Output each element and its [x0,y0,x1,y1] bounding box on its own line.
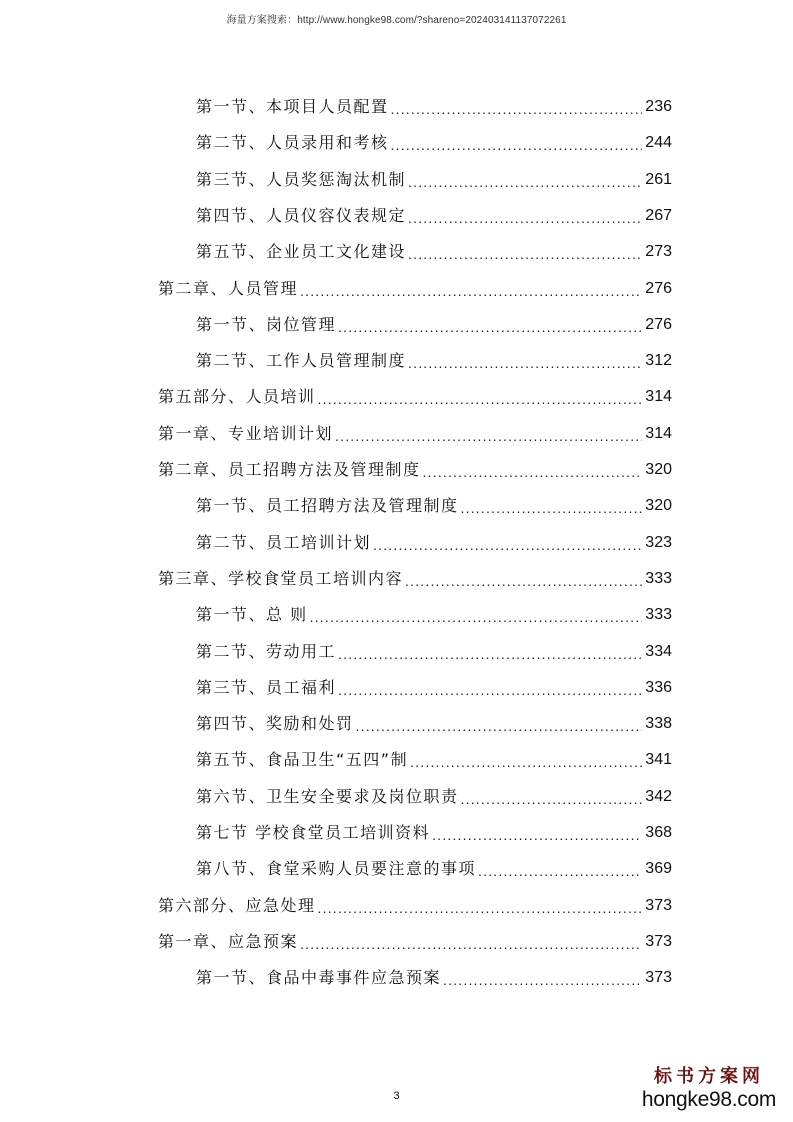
toc-entry[interactable] [196,673,672,703]
toc-entry[interactable] [196,782,672,812]
toc-entry[interactable] [196,491,672,521]
toc-entry-title: 第一节、岗位管理 [196,314,337,334]
toc-entry-page: 373 [645,896,672,914]
toc-entry[interactable] [158,927,672,957]
toc-dot-leader [461,493,643,523]
toc-entry-title: 第六部分、应急处理 [158,895,316,915]
toc-entry[interactable] [196,92,672,122]
toc-entry[interactable] [158,455,672,485]
toc-dot-leader [335,421,642,451]
toc-entry-page: 342 [645,787,672,805]
toc-entry[interactable] [196,818,672,848]
toc-entry[interactable] [196,963,672,993]
toc-entry-page: 314 [645,388,672,406]
toc-entry-title: 第一节、本项目人员配置 [196,97,389,116]
toc-dot-leader [310,602,643,632]
toc-entry-title: 第二节、工作人员管理制度 [196,351,407,371]
toc-dot-leader [405,566,642,596]
toc-dot-leader [432,820,642,850]
toc-entry[interactable] [196,310,672,340]
toc-entry-title: 第一章、专业培训计划 [158,423,334,443]
toc-entry-page: 244 [645,134,672,152]
toc-dot-leader [408,239,642,269]
toc-entry-page: 368 [645,824,672,841]
toc-entry-page: 369 [645,860,672,878]
toc-dot-leader [318,384,643,414]
toc-dot-leader [423,457,643,487]
toc-entry-title: 第四节、人员仪容仪表规定 [196,205,407,225]
toc-dot-leader [461,784,643,814]
toc-dot-leader [408,348,642,378]
toc-entry-page: 373 [645,932,672,950]
toc-entry-page: 373 [645,969,672,987]
toc-entry-title: 第三章、学校食堂员工培训内容 [158,568,404,588]
toc-entry[interactable] [196,745,672,775]
toc-entry[interactable] [196,854,672,884]
toc-dot-leader [408,203,642,233]
page-number: 3 [393,1090,400,1102]
toc-entry-page: 267 [645,206,672,224]
toc-entry-title: 第二节、劳动用工 [196,641,337,661]
toc-entry-title: 第一节、食品中毒事件应急预案 [196,968,442,988]
toc-entry[interactable] [196,165,672,195]
toc-entry-title: 第二节、人员录用和考核 [196,133,389,153]
toc-entry-page: 312 [645,352,672,370]
toc-entry-page: 341 [645,751,672,769]
toc-entry[interactable] [196,201,672,231]
toc-entry-title: 第五部分、人员培训 [158,387,316,407]
toc-entry[interactable] [158,564,672,594]
toc-dot-leader [318,893,643,923]
toc-entry-page: 276 [645,315,672,333]
toc-entry[interactable] [196,709,672,739]
toc-dot-leader [338,312,642,342]
toc-entry-page: 333 [645,569,672,587]
toc-entry-title: 第一节、总 则 [196,605,308,625]
toc-dot-leader [391,94,643,124]
toc-dot-leader [373,530,642,560]
toc-entry-title: 第七节 学校食堂员工培训资料 [196,823,431,842]
toc-entry-page: 273 [645,243,672,261]
toc-entry[interactable] [158,419,672,449]
toc-entry[interactable] [158,274,672,304]
toc-dot-leader [410,747,642,777]
toc-entry-title: 第五节、食品卫生“五四”制 [196,750,409,770]
toc-entry-page: 323 [645,533,672,551]
toc-entry-title: 第六节、卫生安全要求及岗位职责 [196,786,459,806]
toc-dot-leader [478,856,642,886]
toc-entry-page: 314 [645,424,672,442]
toc-entry-page: 334 [645,642,672,660]
toc-dot-leader [300,276,642,306]
toc-entry-page: 276 [645,279,672,297]
toc-entry[interactable] [158,891,672,921]
toc-entry-page: 261 [645,170,672,188]
toc-dot-leader [300,929,642,959]
toc-entry-title: 第二章、员工招聘方法及管理制度 [158,460,421,479]
watermark-en-text: hongke98.com [641,1088,777,1111]
toc-dot-leader [338,675,642,705]
toc-entry-title: 第三节、员工福利 [196,677,337,697]
toc-dot-leader [356,711,643,741]
toc-dot-leader [408,167,642,197]
toc-entry-title: 第四节、奖励和处罚 [196,714,354,734]
toc-entry[interactable] [196,637,672,667]
toc-entry[interactable] [196,237,672,267]
toc-entry[interactable] [196,600,672,630]
toc-entry-page: 320 [645,497,672,515]
watermark-logo [639,1066,779,1112]
toc-entry-title: 第三节、人员奖惩淘汰机制 [196,169,407,189]
toc-entry-page: 333 [645,606,672,624]
toc-dot-leader [391,130,643,160]
toc-entry[interactable] [196,528,672,558]
toc-entry-title: 第一节、员工招聘方法及管理制度 [196,496,459,516]
toc-entry-page: 236 [645,98,672,115]
toc-entry[interactable] [196,128,672,158]
toc-entry-title: 第五节、企业员工文化建设 [196,242,407,262]
toc-dot-leader [338,639,642,669]
toc-entry-page: 336 [645,678,672,696]
toc-entry[interactable] [158,382,672,412]
toc-entry-title: 第二节、员工培训计划 [196,532,372,552]
header-url: 海量方案搜索：http://www.hongke98.com/?shareno=20240314113707226​1 [226,15,567,26]
toc-entry-title: 第二章、人员管理 [158,278,299,298]
toc-entry-title: 第八节、食堂采购人员要注意的事项 [196,859,477,879]
watermark-cn-text: 标书方案网 [654,1066,764,1087]
toc-entry-title: 第一章、应急预案 [158,931,299,951]
toc-entry[interactable] [196,346,672,376]
toc-entry-page: 338 [645,715,672,733]
toc-entry-page: 320 [645,461,672,478]
toc-dot-leader [443,965,642,995]
